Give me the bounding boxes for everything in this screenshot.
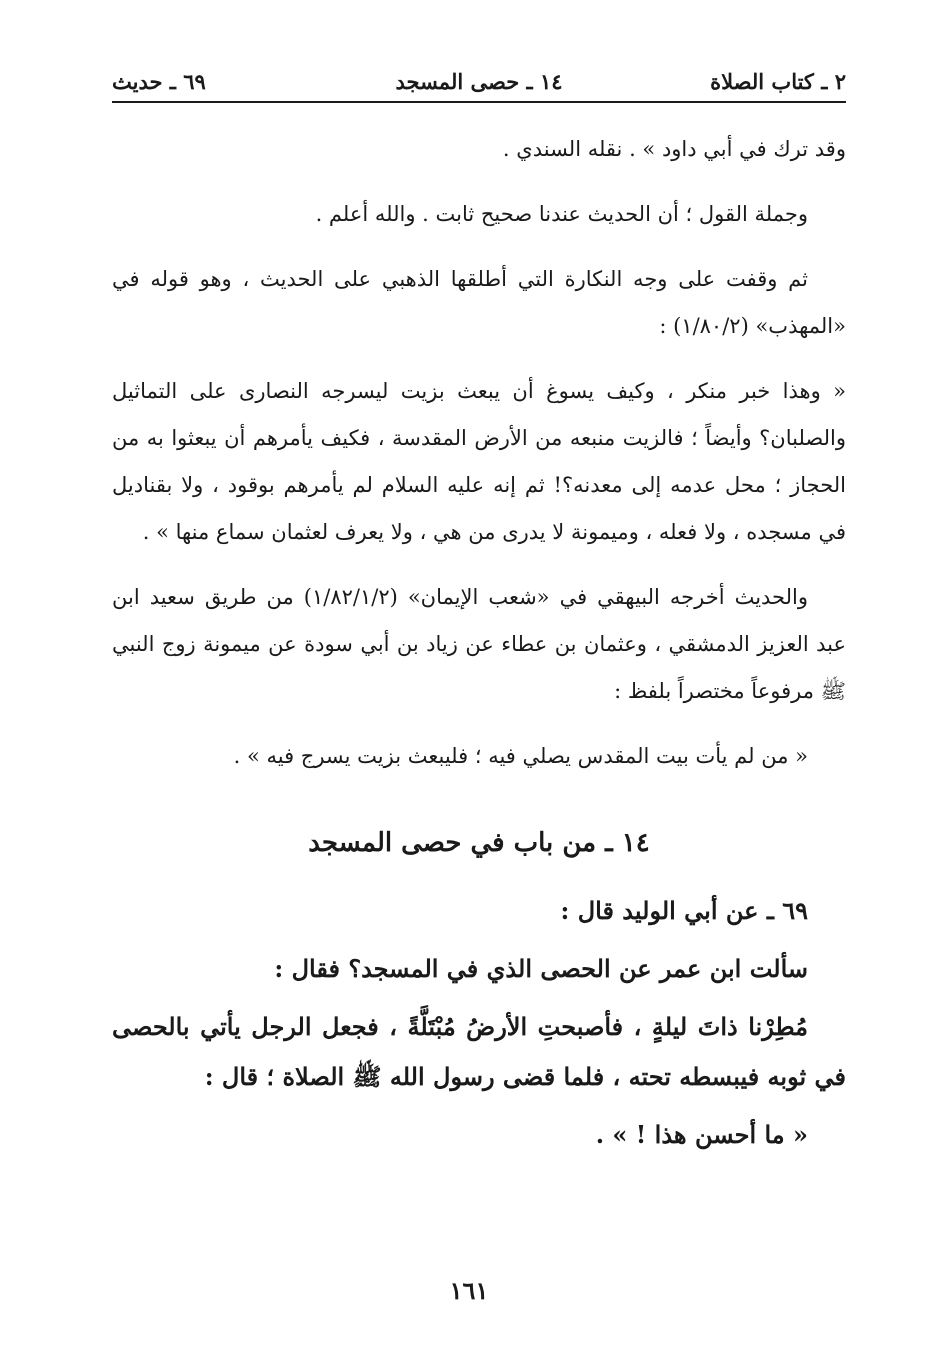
hadith-answer: مُطِرْنا ذاتَ ليلةٍ ، فأصبحتِ الأرضُ مُبْتَلَّةً ، فجعل الرجل يأتي بالحصى في ثوبه فيبسطه تحته ، فلما قضى رسول الله ﷺ الصلاة ؛ قال : bbox=[112, 1012, 846, 1091]
paragraph: والحديث أخرجه البيهقي في «شعب الإيمان» (١/٨٢/١/٢) من طريق سعيد ابن عبد العزيز الدمشقي ، وعثمان بن عطاء عن زياد بن أبي سودة عن ميمونة زوج النبي ﷺ مرفوعاً مختصراً بلفظ : bbox=[112, 585, 846, 703]
header-hadith-number: ٦٩ ـ حديث bbox=[112, 69, 206, 94]
paragraph: وجملة القول ؛ أن الحديث عندنا صحيح ثابت . والله أعلم . bbox=[315, 202, 808, 226]
quoted-paragraph: « من لم يأت بيت المقدس يصلي فيه ؛ فليبعث بزيت يسرج فيه » . bbox=[233, 744, 808, 768]
quoted-paragraph: « وهذا خبر منكر ، وكيف يسوغ أن يبعث بزيت ليسرجه النصارى على التماثيل والصلبان؟ وأيضاً ؛ فالزيت منبعه من الأرض المقدسة ، فكيف يأمرهم أن يبعثوا به من الحجاز ؛ محل عدمه إلى معدنه؟! ثم إنه عليه السلام لم يأمرهم بوقود ، ولا بقناديل في مسجده ، ولا فعله ، وميمونة لا يدرى من هي ، ولا يعرف لعثمان سماع منها » . bbox=[112, 379, 846, 544]
page-number: ١٦١ bbox=[449, 1276, 489, 1305]
header-divider bbox=[112, 101, 846, 103]
hadith-quote: « ما أحسن هذا ! » . bbox=[595, 1120, 808, 1149]
paragraph: ثم وقفت على وجه النكارة التي أطلقها الذهبي على الحديث ، وهو قوله في «المهذب» (١/٨٠/٢) : bbox=[112, 267, 846, 338]
paragraph: وقد ترك في أبي داود » . نقله السندي . bbox=[502, 137, 846, 161]
page-body bbox=[112, 126, 846, 1168]
hadith-block bbox=[112, 886, 846, 1160]
section-heading: ١٤ ـ من باب في حصى المسجد bbox=[308, 828, 650, 858]
header-chapter: ٢ ـ كتاب الصلاة bbox=[710, 69, 846, 94]
hadith-number-line: ٦٩ ـ عن أبي الوليد قال : bbox=[560, 896, 808, 925]
header-section: ١٤ ـ حصى المسجد bbox=[395, 69, 563, 94]
hadith-question: سألت ابن عمر عن الحصى الذي في المسجد؟ فقال : bbox=[274, 954, 808, 983]
running-header bbox=[112, 58, 846, 98]
